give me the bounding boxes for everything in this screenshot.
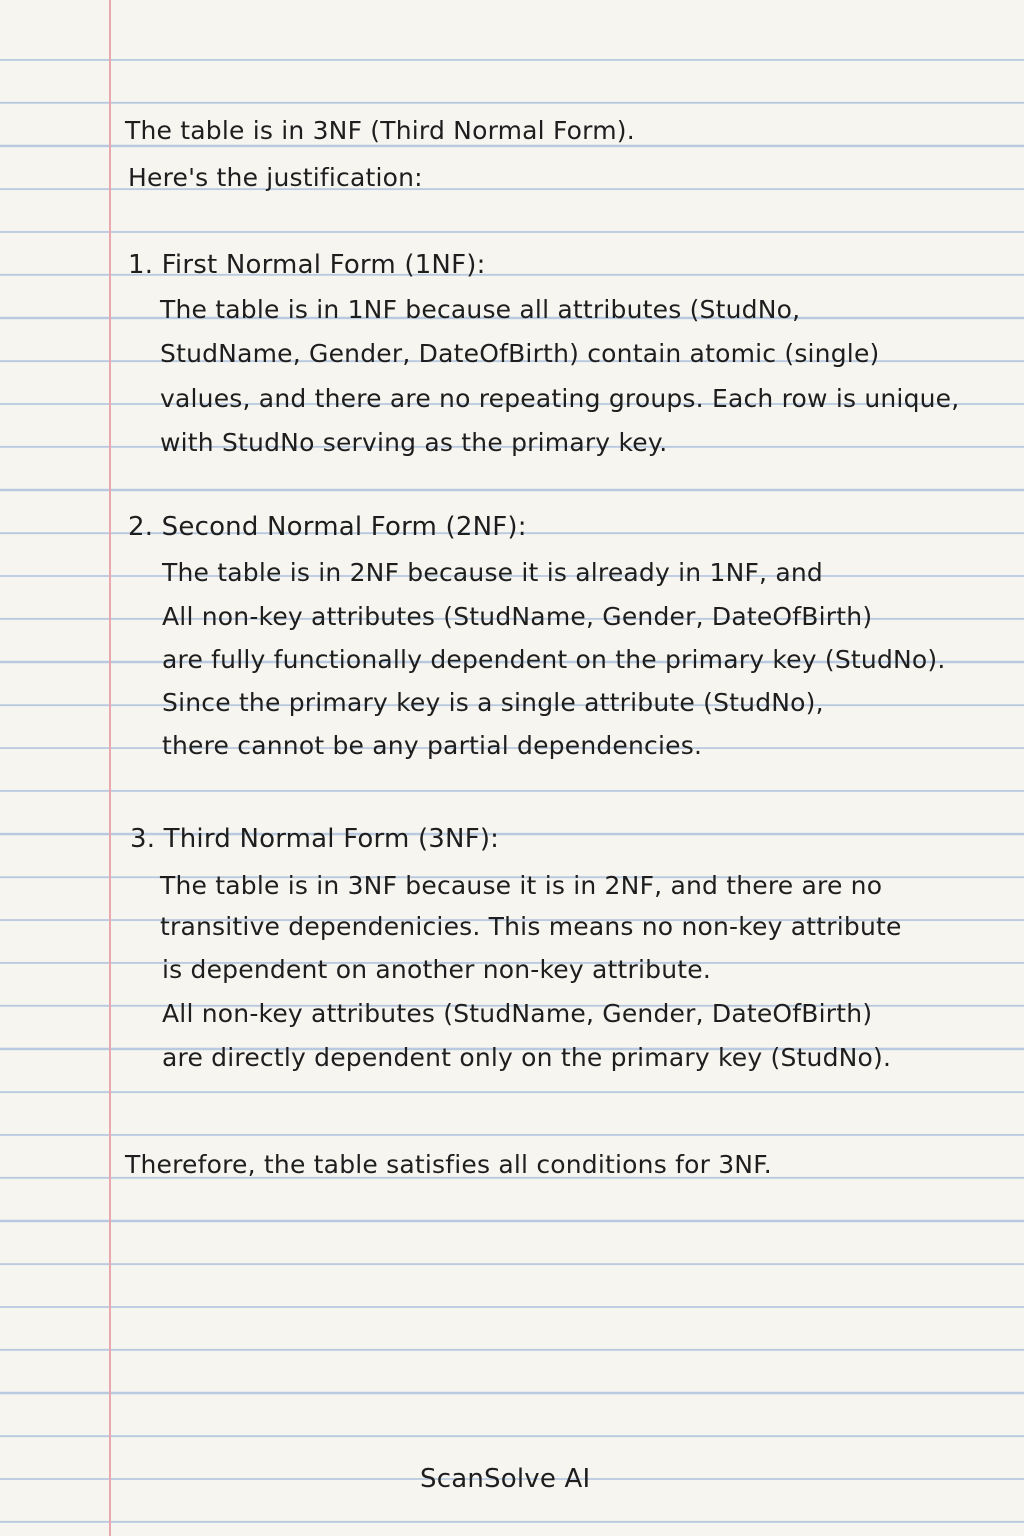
section-2-line-1: The table is in 2NF because it is already in 1NF, and	[162, 558, 823, 587]
section-3-line-1: The table is in 3NF because it is in 2NF, and there are no	[160, 871, 883, 900]
margin-line	[109, 0, 111, 1536]
section-1-line-4: with StudNo serving as the primary key.	[160, 428, 668, 457]
section-3-heading: 3. Third Normal Form (3NF):	[130, 824, 500, 854]
footer-brand: ScanSolve AI	[420, 1464, 591, 1494]
section-1-line-1: The table is in 1NF because all attributes (StudNo,	[160, 295, 801, 324]
section-2-heading: 2. Second Normal Form (2NF):	[128, 512, 527, 542]
intro-line-2: Here's the justification:	[128, 163, 423, 192]
section-3-line-4: All non-key attributes (StudName, Gender, DateOfBirth)	[162, 999, 873, 1028]
section-1-heading: 1. First Normal Form (1NF):	[128, 250, 486, 280]
section-2-line-4: Since the primary key is a single attribute (StudNo),	[162, 688, 824, 717]
intro-line-1: The table is in 3NF (Third Normal Form).	[125, 116, 635, 145]
section-2-line-5: there cannot be any partial dependencies.	[162, 731, 703, 760]
section-3-line-2: transitive dependenicies. This means no non-key attribute	[160, 912, 902, 941]
section-3-line-5: are directly dependent only on the primary key (StudNo).	[162, 1043, 892, 1072]
section-1-line-3: values, and there are no repeating groups. Each row is unique,	[160, 384, 960, 413]
section-2-line-3: are fully functionally dependent on the primary key (StudNo).	[162, 645, 946, 674]
conclusion: Therefore, the table satisfies all conditions for 3NF.	[125, 1150, 772, 1179]
section-1-line-2: StudName, Gender, DateOfBirth) contain atomic (single)	[160, 339, 880, 368]
section-3-line-3: is dependent on another non-key attribute.	[162, 955, 712, 984]
section-2-line-2: All non-key attributes (StudName, Gender, DateOfBirth)	[162, 602, 873, 631]
